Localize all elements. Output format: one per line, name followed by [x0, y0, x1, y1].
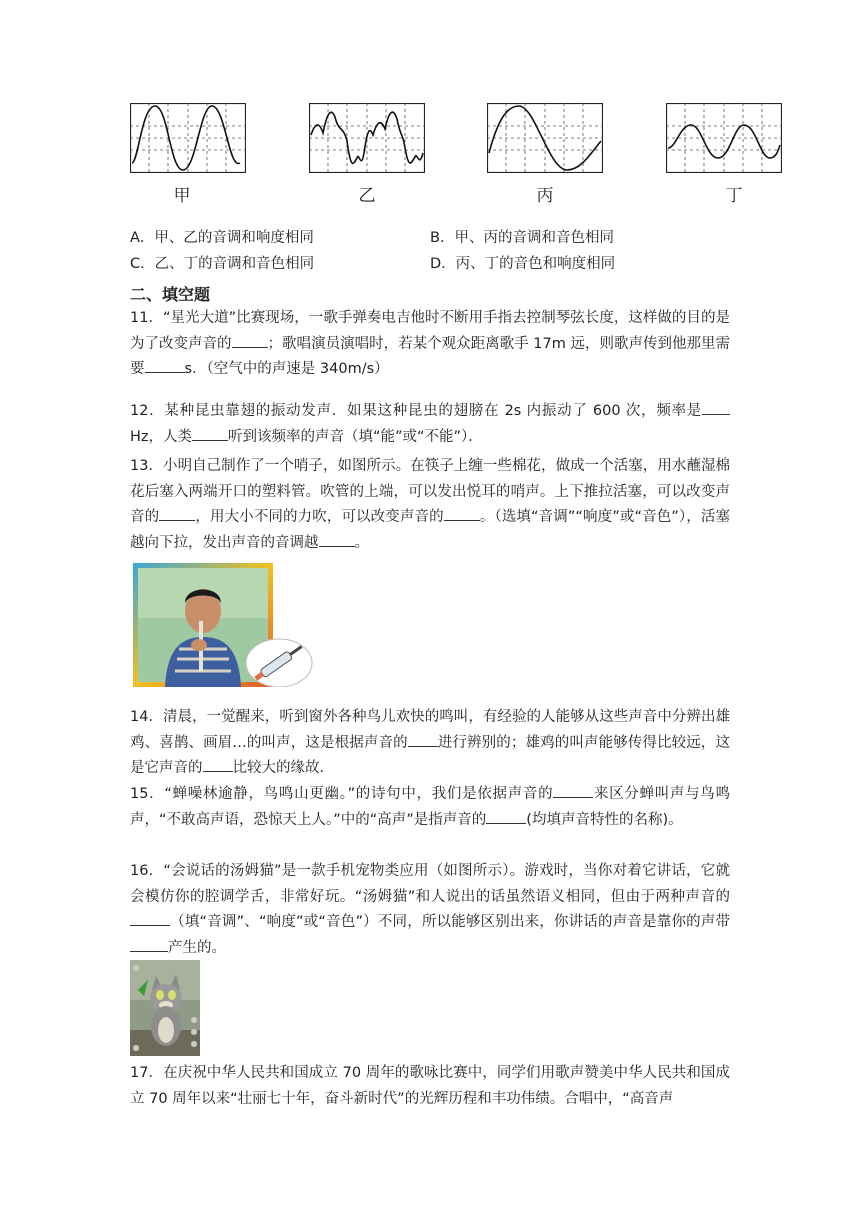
question-12	[130, 399, 730, 450]
question-14	[130, 705, 730, 782]
q11-blank-2[interactable]	[145, 358, 185, 374]
q11-text-2: ；歌唱演员演唱时，若某个观众距离歌手 17m 远，则歌声传到他那里需要	[130, 335, 731, 377]
q14-text-1: 14．清晨，一觉醒来，听到窗外各种鸟儿欢快的鸣叫，有经验的人能够从这些声音中分辨出雄鸡、喜鹊、画眉…的叫声，这是根据声音的	[130, 709, 730, 751]
waveform-label-bing: 丙	[536, 186, 554, 206]
q12-text-3: 听到该频率的声音（填“能”或“不能”）．	[228, 428, 483, 445]
q14-text-3: 比较大的缘故．	[232, 760, 334, 776]
q16-blank-2[interactable]	[130, 936, 168, 952]
waveform-label-yi: 乙	[358, 186, 376, 206]
q13-blank-2[interactable]	[444, 506, 480, 522]
q13-text-1: 13．小明自己制作了一个哨子，如图所示。在筷子上缠一些棉花，做成一个活塞，用水蘸湿棉花后塞入两端开口的塑料管。吹管的上端，可以发出悦耳的哨声。上下推拉活塞，可以改变声音的	[130, 458, 730, 525]
q15-text-3: (均填声音特性的名称)。	[526, 811, 683, 828]
q13-blank-3[interactable]	[319, 531, 355, 547]
waveform-jia	[130, 103, 246, 173]
option-d[interactable]: D．丙、丁的音色和响度相同	[430, 256, 616, 272]
option-c[interactable]: C．乙、丁的音调和音色相同	[130, 256, 315, 272]
waveform-bing	[487, 103, 603, 173]
waveform-yi	[309, 103, 425, 173]
question-13	[130, 454, 730, 556]
q16-text-2: （填“音调”、“响度”或“音色”）不同，所以能够区别出来，你讲话的声音是靠你的声带	[170, 914, 730, 930]
waveform-label-ding: 丁	[725, 186, 743, 206]
question-16	[130, 859, 730, 961]
question-11	[130, 306, 730, 383]
q12-text-1: 12．某种昆虫靠翅的振动发声．如果这种昆虫的翅膀在 2s 内振动了 600 次，频率是	[130, 403, 702, 419]
q13-text-2: ，用大小不同的力吹，可以改变声音的	[195, 509, 444, 525]
q13-text-3: 。（选填“音调”“响度”或“音色”），活塞越向下拉，发出声音的音调越	[130, 509, 731, 551]
q12-blank-2[interactable]	[192, 425, 228, 441]
q14-blank-2[interactable]	[203, 757, 233, 773]
q11-text-3: s．（空气中的声速是 340m/s）	[184, 361, 389, 377]
q16-blank-1[interactable]	[130, 911, 170, 927]
q16-text-3: 产生的。	[168, 939, 226, 956]
q14-text-2: 进行辨别的；雄鸡的叫声能够传得比较远，这是它声音的	[130, 734, 731, 776]
talking-tom-app-image	[130, 960, 200, 1056]
q11-blank-1[interactable]	[232, 332, 268, 348]
q11-text-1: 11．“星光大道”比赛现场，一歌手弹奏电吉他时不断用手指去控制琴弦长度，这样做的目的是为了改变声音的	[130, 310, 730, 352]
q13-text-4: 。	[354, 534, 369, 551]
option-a[interactable]: A．甲、乙的音调和响度相同	[130, 230, 314, 246]
section-title: 二、填空题	[130, 285, 211, 304]
q16-text-1: 16．“会说话的汤姆猫”是一款手机宠物类应用（如图所示）。游戏时，当你对着它讲话，它就会模仿你的腔调学舌，非常好玩。“汤姆猫”和人说出的话虽然语义相同，但由于两种声音的	[130, 863, 730, 905]
question-15	[130, 782, 730, 833]
q14-blank-1[interactable]	[408, 731, 438, 747]
boy-whistle-photo	[133, 563, 313, 687]
waveform-label-jia: 甲	[173, 186, 191, 206]
option-b[interactable]: B．甲、丙的音调和音色相同	[430, 230, 614, 246]
q13-blank-1[interactable]	[159, 506, 195, 522]
q15-text-1: 15．“蝉噪林逾静，鸟鸣山更幽。”的诗句中，我们是依据声音的	[130, 786, 554, 802]
q15-text-2: 来区分蝉叫声与鸟鸣声，“不敢高声语，恐惊天上人。”中的“高声”是指声音的	[130, 786, 731, 828]
q15-blank-2[interactable]	[486, 808, 526, 824]
q12-text-2: Hz，人类	[130, 428, 193, 445]
waveform-ding	[666, 103, 782, 173]
q12-blank-1[interactable]	[702, 400, 730, 416]
question-17: 17．在庆祝中华人民共和国成立 70 周年的歌咏比赛中，同学们用歌声赞美中华人民共和国成立 70 周年以来“壮丽七十年，奋斗新时代”的光辉历程和丰功伟绩。合唱中，“高音声	[130, 1065, 730, 1107]
q15-blank-1[interactable]	[553, 783, 593, 799]
